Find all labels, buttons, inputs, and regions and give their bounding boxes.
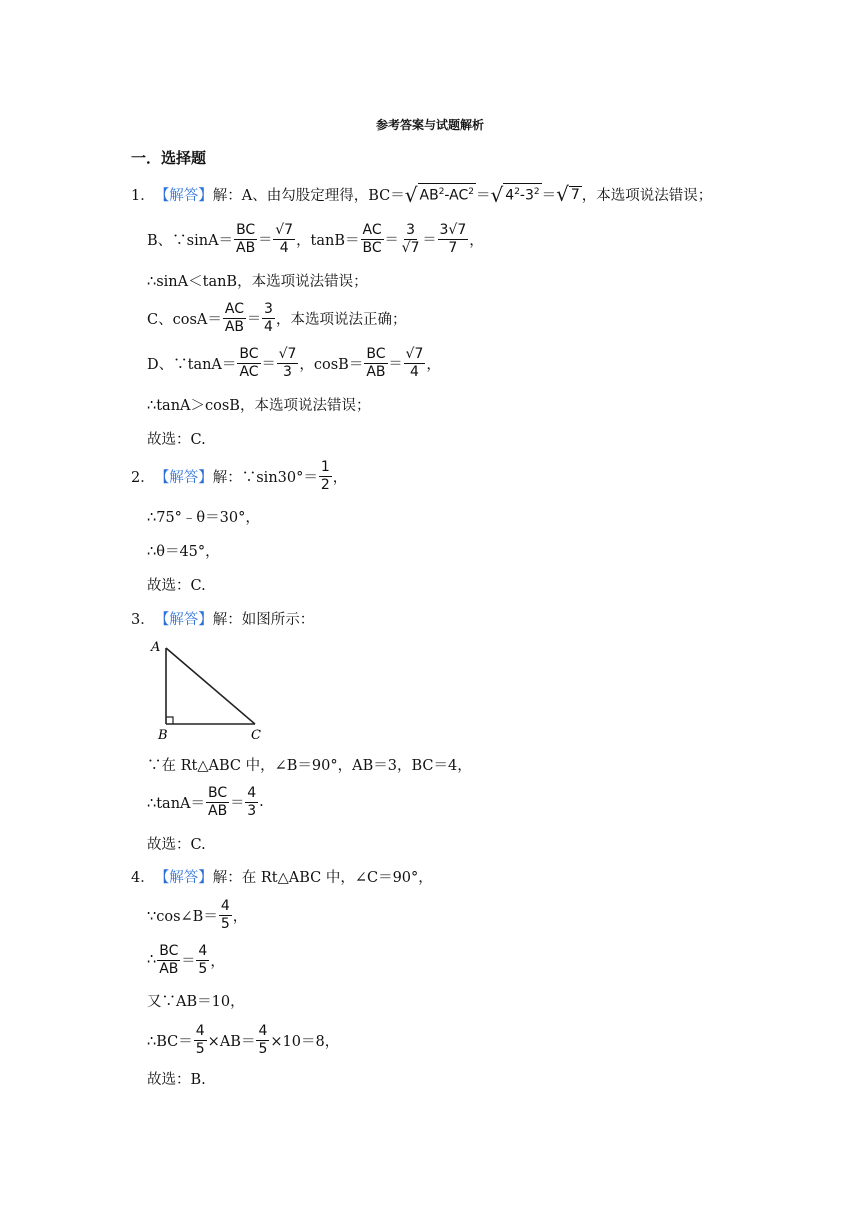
numerator: BC (239, 345, 259, 362)
q4-line-3 (147, 940, 225, 980)
fraction (194, 1023, 207, 1058)
q3-line-1 (131, 598, 314, 638)
answer-tag: 【解答】 (154, 469, 213, 486)
fraction (256, 1023, 269, 1058)
q1-line-1 (131, 174, 712, 214)
fraction (438, 222, 469, 257)
text: ， (469, 232, 484, 249)
text: 解：∵sin30°＝ (212, 469, 318, 486)
q1-answer: 故选：C. (147, 431, 206, 448)
fraction (364, 346, 387, 381)
fraction (400, 222, 422, 257)
right-angle-mark (166, 717, 173, 724)
fraction (319, 459, 332, 494)
text: ， (210, 953, 225, 970)
denominator: AB (159, 960, 179, 977)
question-number: 4． (131, 869, 155, 886)
text: 解：如图所示： (212, 611, 315, 628)
numerator: 4 (198, 942, 208, 959)
text: B、∵sinA＝ (147, 232, 234, 249)
text: ∵cos∠B＝ (147, 908, 218, 925)
fraction (245, 785, 258, 820)
q4-line-5 (147, 1020, 339, 1060)
side-ac (166, 648, 255, 724)
denominator: 7 (448, 239, 458, 256)
sqrt-expression: √ $4^2-3^2$ (490, 182, 540, 207)
denominator: AB (208, 802, 228, 819)
text: 2 (468, 187, 475, 198)
text: -3 (519, 187, 534, 204)
numerator: BC (236, 221, 256, 238)
fraction (219, 898, 232, 933)
q4-line-1 (131, 856, 433, 896)
q3-answer: 故选：C. (147, 836, 206, 853)
fraction (157, 943, 180, 978)
text: 4 (505, 187, 515, 204)
denominator: AB (224, 318, 245, 335)
fraction (237, 346, 260, 381)
q1-line-5 (147, 343, 441, 383)
q2-line-1 (131, 456, 347, 496)
vertex-label-b: B (158, 728, 168, 743)
text: ∴tanA＝ (147, 795, 206, 812)
fraction (234, 222, 257, 257)
equals-sign: ＝ (181, 953, 196, 969)
fraction (277, 346, 299, 381)
text: . (259, 794, 264, 810)
q3-line-2: ∵在 Rt△ABC 中，∠B＝90°，AB＝3，BC＝4， (147, 757, 472, 774)
text: -AC (444, 187, 469, 204)
equals-sign: ＝ (261, 356, 276, 372)
numerator: √7 (405, 345, 424, 362)
q2-line-3: ∴θ＝45°， (147, 543, 220, 560)
numerator: √7 (278, 345, 297, 362)
fraction (273, 222, 295, 257)
text: ，tanB＝ (296, 232, 360, 249)
text: A、由勾股定理得， (241, 187, 369, 204)
q1-line-6: ∴tanA＞cosB，本选项说法错误； (147, 397, 371, 414)
text: 2 (533, 187, 540, 198)
equals-sign: ＝ (422, 232, 437, 248)
text: ， (232, 908, 248, 925)
numerator: √7 (275, 221, 294, 238)
numerator: 4 (247, 784, 257, 801)
page-title: 参考答案与试题解析 (375, 118, 484, 132)
fraction (361, 222, 384, 257)
q1-line-2 (147, 219, 484, 259)
q4-line-2 (147, 895, 247, 935)
text: 7 (570, 187, 580, 203)
text: 2 (514, 187, 520, 198)
text: AB (419, 187, 439, 204)
text: ∴BC＝ (147, 1033, 193, 1050)
denominator: 5 (258, 1040, 268, 1057)
denominator: 5 (195, 1040, 205, 1057)
sqrt-expression: √ $AB^2-AC^2$ (404, 182, 475, 207)
denominator: 3 (247, 802, 257, 819)
denominator: 2 (320, 476, 330, 493)
text: ＝ (541, 187, 557, 204)
text: 解： (212, 187, 242, 204)
q4-line-4: 又∵AB＝10， (147, 993, 245, 1010)
answer-tag: 【解答】 (154, 611, 213, 628)
text: ，cosB＝ (299, 356, 364, 373)
numerator: 4 (220, 897, 230, 914)
fraction (404, 346, 426, 381)
fraction (223, 301, 246, 336)
text: ，本选项说法错误； (581, 187, 713, 204)
text: D、∵tanA＝ (147, 356, 237, 373)
denominator: BC (362, 239, 382, 256)
numerator: 1 (320, 458, 330, 475)
numerator: 4 (195, 1022, 205, 1039)
text: ， (426, 356, 441, 373)
fraction (196, 943, 209, 978)
denominator: AC (239, 363, 259, 380)
numerator: 3 (406, 221, 416, 238)
equals-sign: ＝ (247, 311, 262, 327)
numerator: 3√7 (439, 221, 467, 238)
equals-sign: ＝ (258, 232, 273, 248)
text: BC＝ (368, 187, 405, 204)
question-number: 2． (131, 469, 155, 486)
denominator: √7 (401, 239, 420, 256)
q2-answer: 故选：C. (147, 577, 206, 594)
numerator: 4 (258, 1022, 268, 1039)
denominator: 4 (264, 318, 273, 335)
vertex-label-c: C (251, 728, 261, 743)
question-number: 3． (131, 611, 155, 628)
text: 2 (438, 187, 445, 198)
numerator: BC (208, 784, 228, 801)
q4-answer: 故选：B. (147, 1071, 206, 1088)
equals-sign: ＝ (230, 795, 245, 811)
right-triangle-figure (147, 636, 277, 744)
denominator: 3 (283, 363, 292, 380)
answer-tag: 【解答】 (154, 187, 213, 204)
text: C、cosA＝ (147, 311, 222, 328)
denominator: 5 (198, 960, 208, 977)
q3-line-3 (147, 782, 264, 822)
vertex-label-a: A (151, 640, 161, 655)
denominator: 5 (220, 915, 230, 932)
fraction (262, 301, 275, 336)
numerator: AC (362, 221, 382, 238)
equals-sign: ＝ (384, 232, 399, 248)
equals-sign: ＝ (388, 356, 403, 372)
text: ， (332, 469, 348, 486)
text: ，本选项说法正确； (275, 311, 407, 328)
text: ×AB＝ (207, 1033, 256, 1050)
denominator: 4 (279, 239, 289, 256)
numerator: AC (224, 300, 244, 317)
numerator: BC (366, 345, 386, 362)
text: ＝ (476, 187, 491, 204)
text: ×10＝8， (270, 1033, 340, 1050)
answer-tag: 【解答】 (154, 869, 213, 886)
text: 解：在 Rt△ABC 中，∠C＝90°， (212, 869, 433, 886)
denominator: AB (366, 363, 386, 380)
q1-line-3: ∴sinA＜tanB，本选项说法错误； (147, 273, 368, 290)
question-number: 1． (131, 187, 155, 204)
denominator: 4 (409, 363, 419, 380)
numerator: 3 (264, 300, 273, 317)
section-heading: 一．选择题 (131, 149, 207, 167)
numerator: BC (159, 942, 179, 959)
denominator: AB (236, 239, 256, 256)
text: ∴ (147, 952, 157, 968)
fraction (206, 785, 229, 820)
sqrt-expression: √ 7 (556, 182, 580, 206)
q1-line-4 (147, 298, 406, 338)
q2-line-2: ∴75°﹣θ＝30°， (147, 509, 260, 526)
